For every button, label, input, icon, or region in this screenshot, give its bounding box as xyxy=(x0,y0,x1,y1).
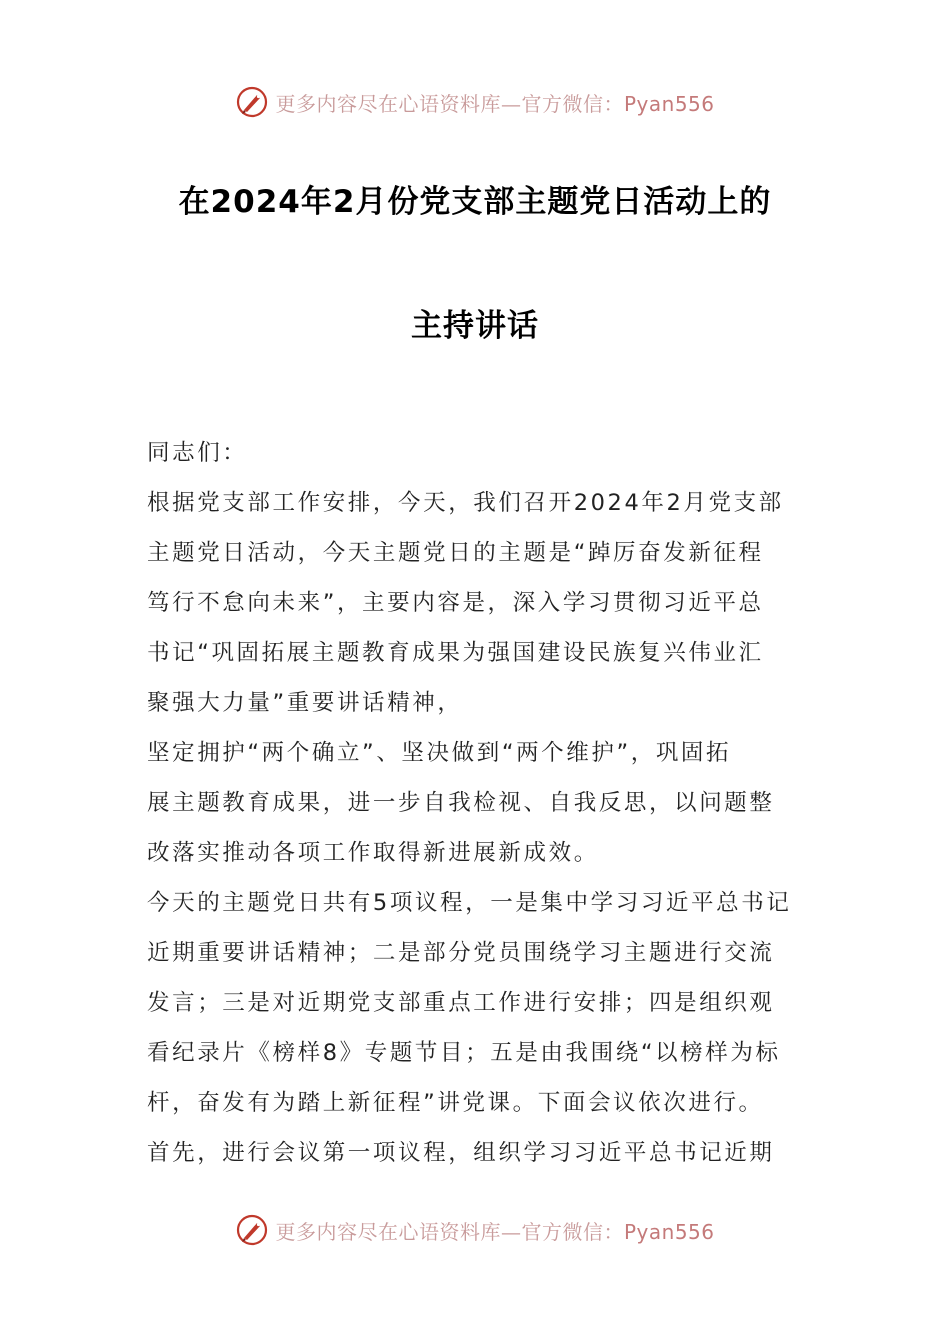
body-line: 展主题教育成果，进一步自我检视、自我反思，以问题整 xyxy=(147,790,775,816)
body-line: 同志们： xyxy=(147,440,248,466)
body-line: 书记“巩固拓展主题教育成果为强国建设民族复兴伟业汇 xyxy=(147,640,764,666)
watermark-text: 更多内容尽在心语资料库—官方微信：Pyan556 xyxy=(275,1219,715,1244)
body-line: 主题党日活动，今天主题党日的主题是“踔厉奋发新征程 xyxy=(147,540,764,566)
footer-watermark xyxy=(0,1210,950,1250)
body-line: 今天的主题党日共有5项议程，一是集中学习习近平总书记 xyxy=(147,890,792,916)
document-body xyxy=(147,428,807,1178)
body-line: 杆，奋发有为踏上新征程”讲党课。下面会议依次进行。 xyxy=(147,1090,764,1116)
header-watermark xyxy=(0,82,950,122)
body-line: 根据党支部工作安排，今天，我们召开2024年2月党支部 xyxy=(147,490,784,516)
body-line: 首先，进行会议第一项议程，组织学习习近平总书记近期 xyxy=(147,1140,775,1166)
body-line: 近期重要讲话精神；二是部分党员围绕学习主题进行交流 xyxy=(147,940,775,966)
watermark-text: 更多内容尽在心语资料库—官方微信：Pyan556 xyxy=(275,91,715,116)
body-line: 聚强大力量”重要讲话精神， xyxy=(147,690,463,716)
body-line: 笃行不怠向未来”，主要内容是，深入学习贯彻习近平总 xyxy=(147,590,764,616)
pen-nib-logo-icon xyxy=(235,1213,269,1247)
body-line: 坚定拥护“两个确立”、坚决做到“两个维护”，巩固拓 xyxy=(147,740,732,766)
body-line: 改落实推动各项工作取得新进展新成效。 xyxy=(147,840,599,866)
body-line: 发言；三是对近期党支部重点工作进行安排；四是组织观 xyxy=(147,990,775,1016)
pen-nib-logo-icon xyxy=(235,85,269,119)
body-line: 看纪录片《榜样8》专题节目；五是由我围绕“以榜样为标 xyxy=(147,1040,781,1066)
document-title-line-1: 在2024年2月份党支部主题党日活动上的 xyxy=(178,184,772,220)
document-title-line-2: 主持讲话 xyxy=(411,308,539,344)
